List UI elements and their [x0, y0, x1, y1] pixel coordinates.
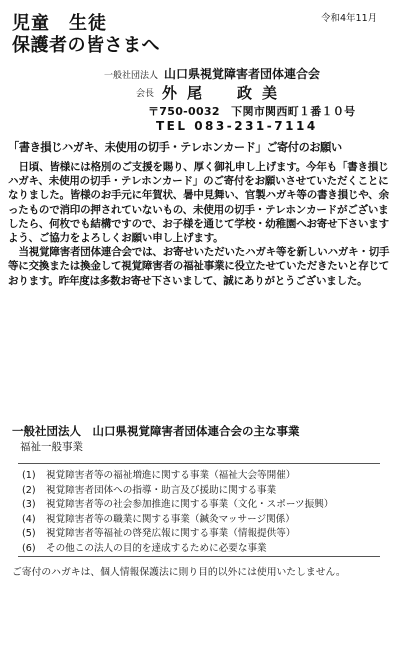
- sender-postal-address: 〒750-0032 下関市関西町１番１０号: [148, 105, 356, 118]
- sender-telephone: TEL 083-231-7114: [156, 119, 318, 133]
- president-title: 会長: [136, 89, 155, 99]
- org-prefix: 一般社団法人: [104, 71, 159, 81]
- section-title: 一般社団法人 山口県視覚障害者団体連合会の主な事業: [12, 424, 300, 438]
- activity-item: (3) 視覚障害者等の社会参加推進に関する事業（文化・スポーツ振興）: [22, 499, 334, 510]
- addressee-line-2: 保護者の皆さまへ: [12, 35, 160, 56]
- document-body: [8, 160, 394, 288]
- activity-item: (5) 視覚障害者等福祉の啓発広報に関する事業（情報提供等）: [22, 528, 296, 539]
- section-subtitle: 福祉一般事業: [20, 441, 83, 453]
- activity-item: (6) その他この法人の目的を達成するために必要な事業: [22, 542, 267, 554]
- body-paragraph-1: 日頃、皆様には格別のご支援を賜り、厚く御礼申し上げます。今年も「書き損じハガキ、未使用の切手・テレホンカード」のご寄付をお願いさせていただくことになりました。皆様のお手元に年賀状、暑中見舞い、官製ハガキ等の書き損じや、余ったもので消印の押されていないもの、未使用の切手・テレホンカードがございましたら、何枚でも結構ですので、お子様を通じて学校・幼稚園へお寄せ下さいますよう、ご協力をよろしくお願い申し上げます。: [8, 161, 389, 245]
- activity-item: (2) 視覚障害者団体への指導・助言及び援助に関する事業: [22, 484, 277, 496]
- activity-item: (1) 視覚障害者等の福祉増進に関する事業（福祉大会等開催）: [22, 470, 296, 481]
- body-paragraph-2: 当視覚障害者団体連合会では、お寄せいただいたハガキ等を新しいハガキ・切手等に交換または換金して視覚障害者の福祉事業に役立たせていただきたいと存じております。昨年度は多数お寄せ下さいまして、誠にありがとうございました。: [8, 246, 390, 287]
- document-headline: 「書き損じハガキ、未使用の切手・テレホンカード」ご寄付のお願い: [8, 141, 342, 154]
- president-name: 外尾 政美: [162, 84, 288, 102]
- org-name: 山口県視覚障害者団体連合会: [164, 67, 321, 81]
- activity-item: (4) 視覚障害者等の職業に関する事業（鍼灸マッサージ関係）: [22, 513, 295, 525]
- sender-organization: [104, 65, 320, 82]
- document-date: 令和4年11月: [321, 13, 378, 24]
- sender-president: [136, 82, 287, 103]
- addressee-line-1: 児童 生徒: [12, 13, 107, 34]
- privacy-footer-note: ご寄付のハガキは、個人情報保護法に則り目的以外には使用いたしません。: [12, 567, 346, 578]
